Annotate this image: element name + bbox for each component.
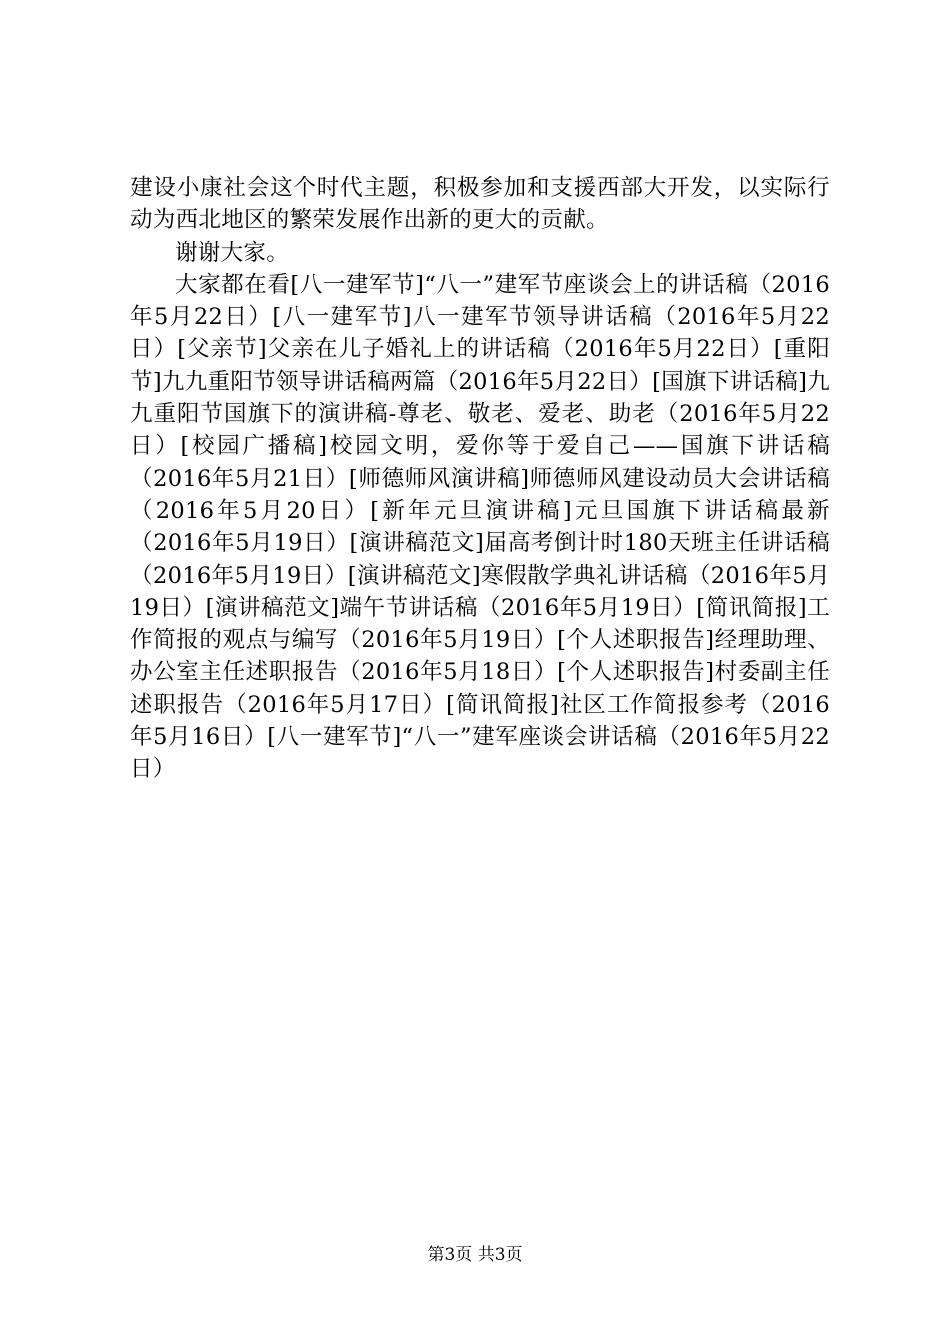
paragraph-closing-sentence: 建设小康社会这个时代主题，积极参加和支援西部大开发，以实际行动为西北地区的繁荣发展作出新的更大的贡献。 (130, 175, 830, 234)
page-footer: 第3页 共3页 (427, 1245, 523, 1265)
paragraph-thanks: 谢谢大家。 (175, 239, 290, 266)
document-body (130, 172, 830, 786)
paragraph-related-articles: 大家都在看[八一建军节]“八一”建军节座谈会上的讲话稿（2016年5月22日）[八一建军节]八一建军节领导讲话稿（2016年5月22日）[父亲节]父亲在儿子婚礼上的讲话稿（2016年5月22日）[重阳节]九九重阳节领导讲话稿两篇（2016年5月22日）[国旗下讲话稿]九九重阳节国旗下的演讲稿-尊老、敬老、爱老、助老（2016年5月22日）[校园广播稿]校园文明，爱你等于爱自己——国旗下讲话稿（2016年5月21日）[师德师风演讲稿]师德师风建设动员大会讲话稿（2016年5月20日）[新年元旦演讲稿]元旦国旗下讲话稿最新（2016年5月19日）[演讲稿范文]届高考倒计时180天班主任讲话稿（2016年5月19日）[演讲稿范文]寒假散学典礼讲话稿（2016年5月19日）[演讲稿范文]端午节讲话稿（2016年5月19日）[简讯简报]工作简报的观点与编写（2016年5月19日）[个人述职报告]经理助理、办公室主任述职报告（2016年5月18日）[个人述职报告]村委副主任述职报告（2016年5月17日）[简讯简报]社区工作简报参考（2016年5月16日）[八一建军节]“八一”建军座谈会讲话稿（2016年5月22日） (130, 271, 830, 783)
